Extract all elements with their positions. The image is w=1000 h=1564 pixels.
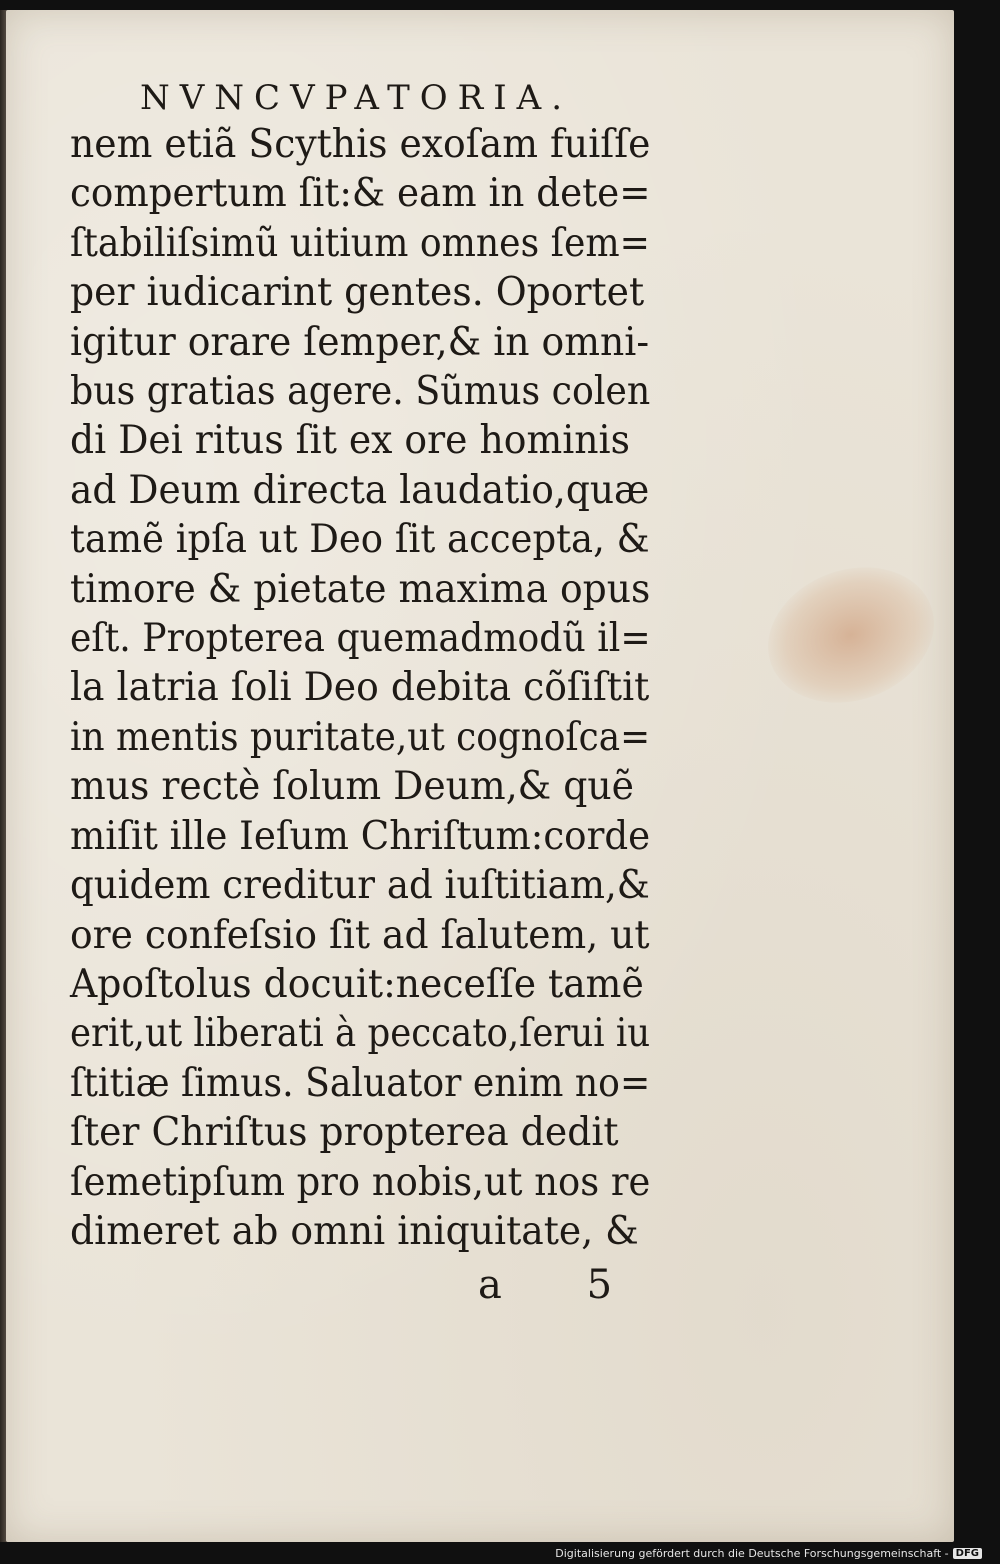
text-line: timore & pietate maxima opus: [70, 566, 651, 612]
text-line: tamẽ ipſa ut Deo ſit accepta, &: [70, 517, 650, 563]
text-line: erit,ut liberati à peccato,ſerui iu: [70, 1011, 651, 1057]
text-line: di Dei ritus ſit ex ore hominis: [70, 418, 630, 464]
text-line: compertum ſit:& eam in dete=: [70, 171, 651, 217]
text-line: ſter Chriſtus propterea dedit: [70, 1110, 619, 1156]
digitization-credit: [555, 1547, 982, 1560]
text-line: dimeret ab omni iniquitate, &: [70, 1208, 639, 1254]
text-line: quidem creditur ad iuſtitiam,&: [70, 863, 650, 909]
text-line: Apoſtolus docuit:neceſſe tamẽ: [70, 961, 644, 1007]
signature-mark: a 5: [478, 1262, 649, 1308]
text-line: bus gratias agere. Sũmus colen: [70, 369, 651, 415]
running-header: NVNCVPATORIA.: [140, 78, 573, 118]
text-line: igitur orare ſemper,& in omni-: [70, 319, 650, 365]
text-line: la latria ſoli Deo debita cõſiſtit: [70, 665, 650, 711]
text-line: miſit ille Ieſum Chriſtum:corde: [70, 813, 651, 859]
text-line: per iudicarint gentes. Oportet: [70, 270, 645, 316]
credit-text: Digitalisierung gefördert durch die Deutsche Forschungsgemeinschaft -: [555, 1547, 949, 1560]
dfg-logo: DFG: [953, 1548, 982, 1559]
text-line: eſt. Propterea quemadmodũ il=: [70, 616, 651, 662]
water-stain: [749, 545, 953, 725]
text-line: ſtabiliſsimũ uitium omnes ſem=: [70, 220, 650, 266]
body-text: [70, 120, 670, 1256]
text-line: ore confeſsio ſit ad ſalutem, ut: [70, 912, 650, 958]
text-line: ſemetipſum pro nobis,ut nos re: [70, 1159, 651, 1205]
text-line: in mentis puritate,ut cognoſca=: [70, 714, 651, 760]
text-line: ſtitiæ ſimus. Saluator enim no=: [70, 1060, 651, 1106]
text-line: mus rectè ſolum Deum,& quẽ: [70, 764, 634, 810]
text-line: nem etiã Scythis exoſam fuiſſe: [70, 122, 651, 167]
text-line: ad Deum directa laudatio,quæ: [70, 467, 650, 513]
